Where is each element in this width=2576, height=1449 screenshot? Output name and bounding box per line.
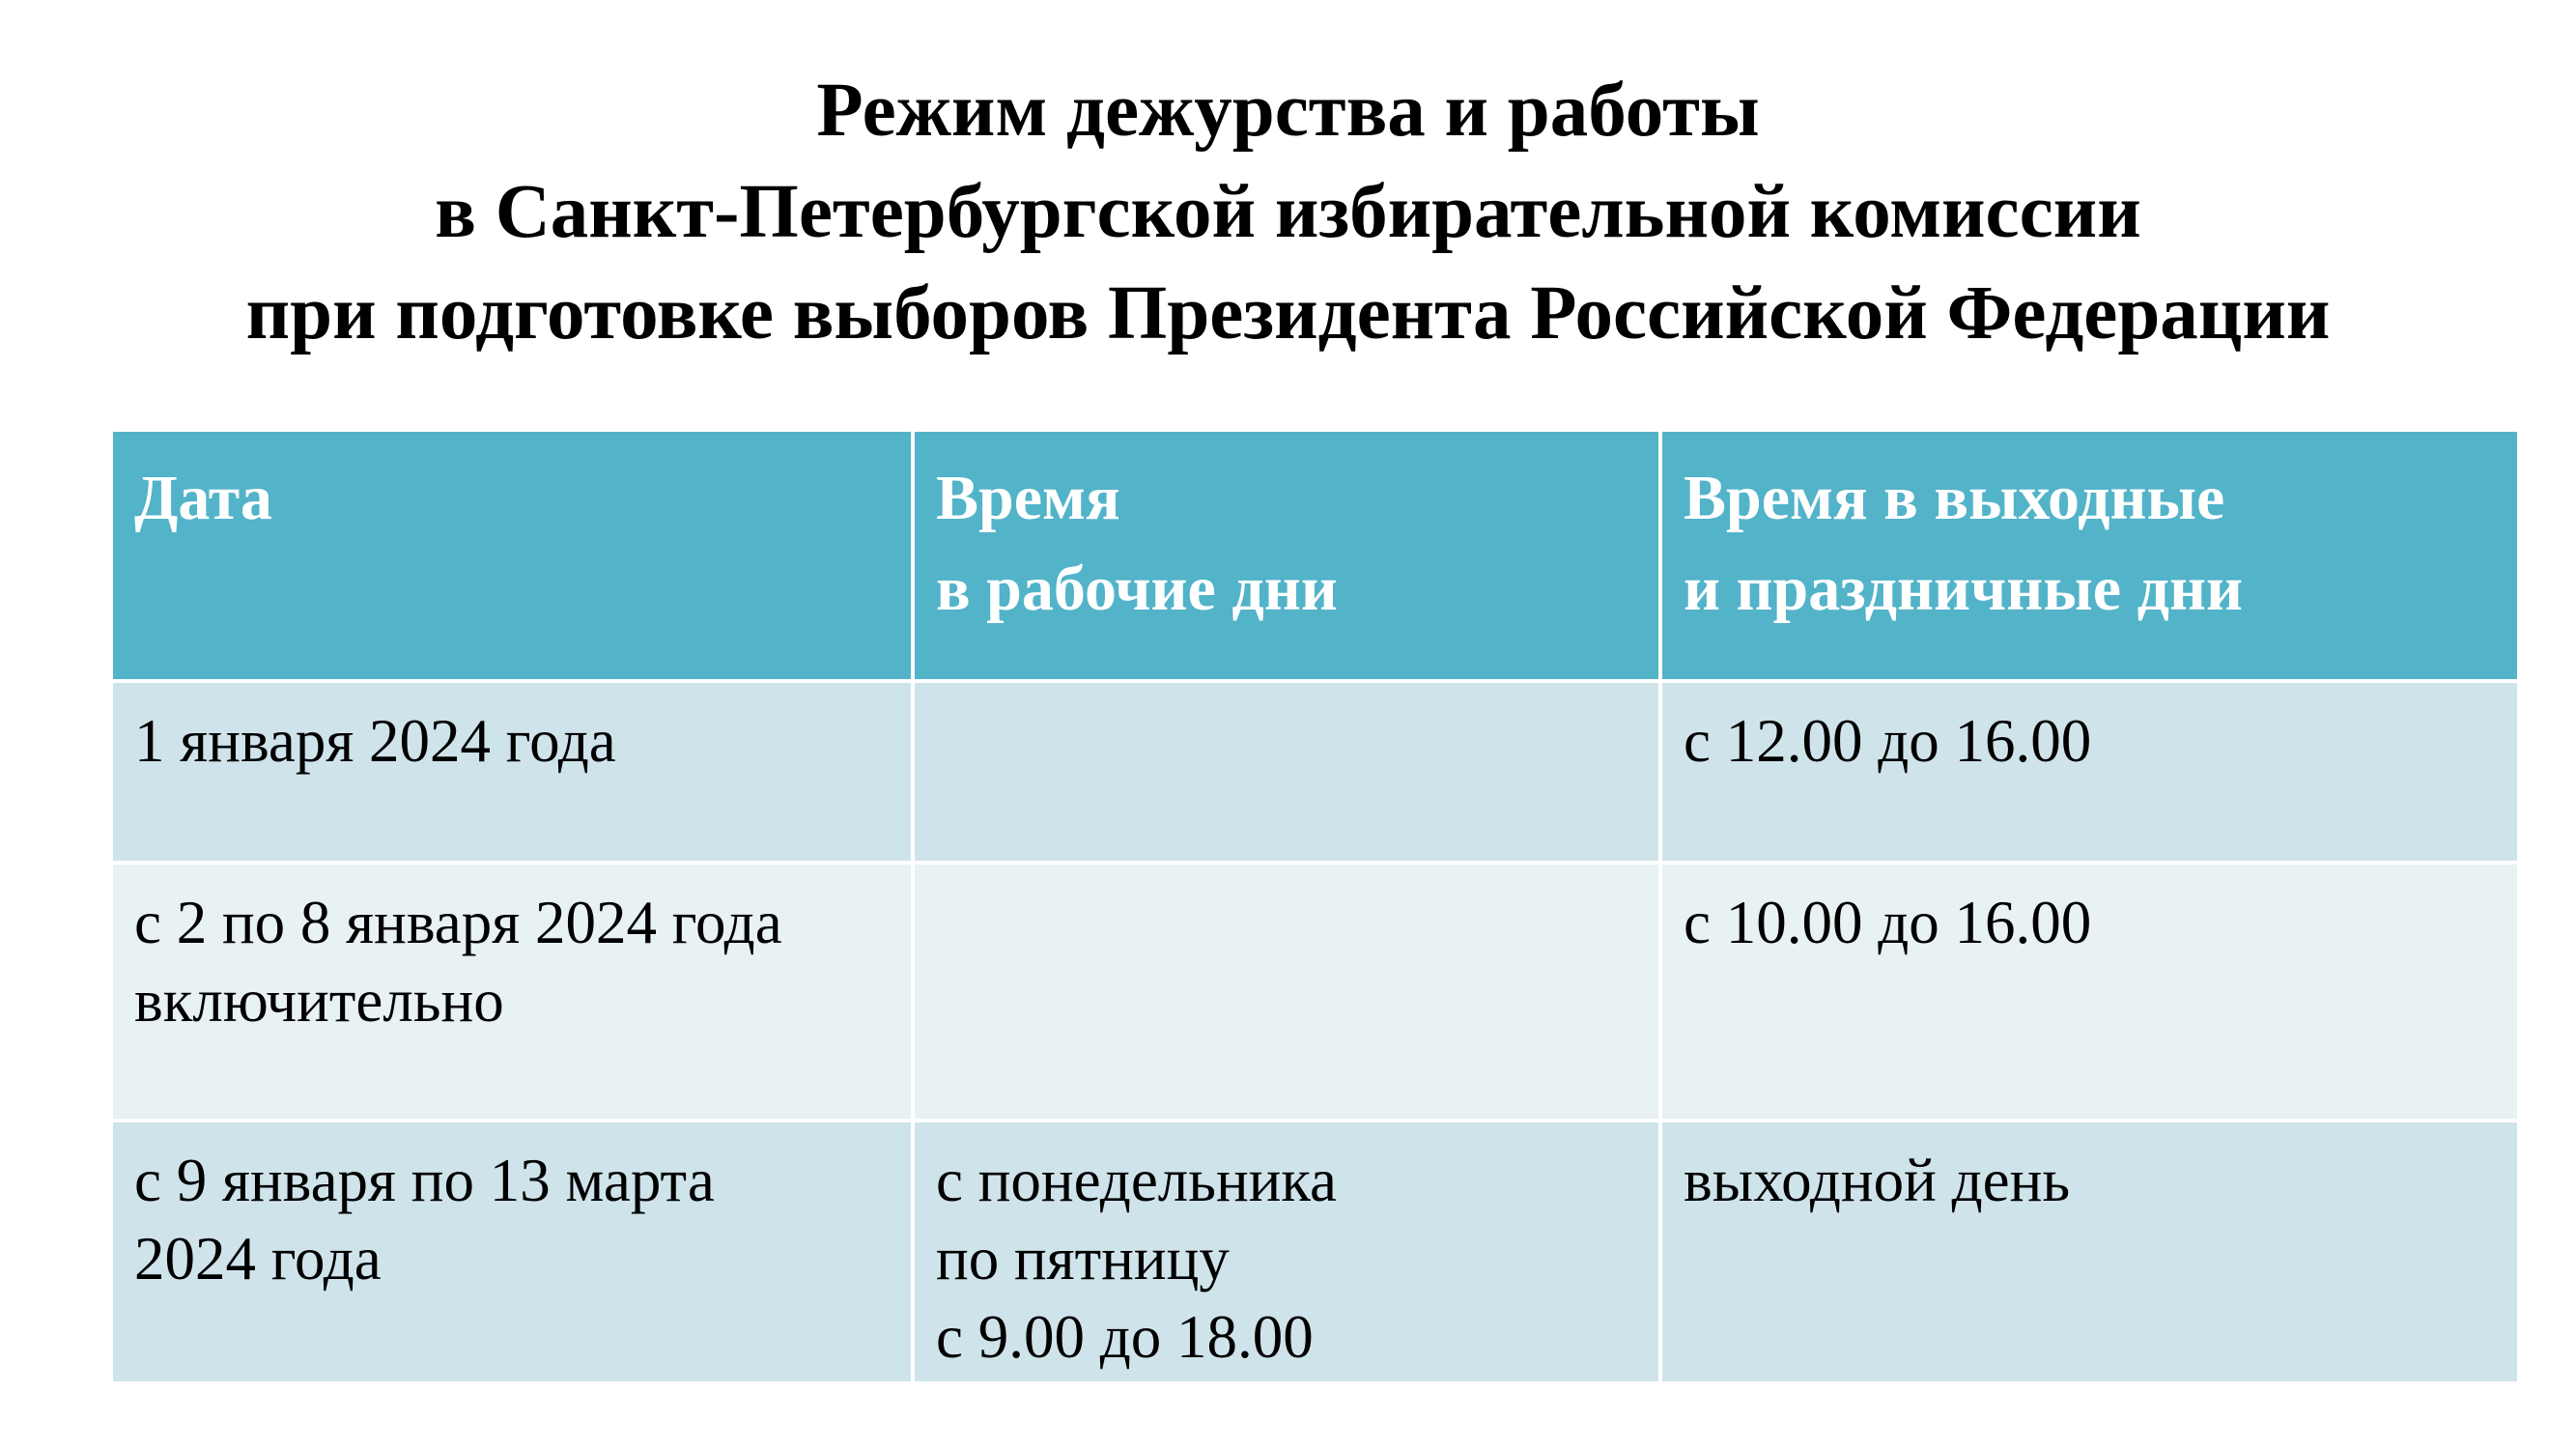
table-row-3-weekends (1662, 1122, 2517, 1381)
row-2-weekends-line-1: с 10.00 до 16.00 (1684, 889, 2092, 956)
table-row-2-date (113, 865, 911, 1119)
title-line-3: при подготовке выборов Президента Российской Федерации (245, 271, 2331, 355)
table-row-3-workdays (915, 1122, 1658, 1381)
table-row-1-workdays (915, 683, 1658, 861)
header-cell-weekends (1662, 432, 2517, 679)
header-weekends-line-1: Время в выходные (1684, 463, 2225, 533)
header-cell-date (113, 432, 911, 679)
header-date-label: Дата (134, 463, 272, 533)
row-1-weekends-line-1: с 12.00 до 16.00 (1684, 707, 2092, 775)
row-3-weekends-line-1: выходной день (1684, 1147, 2071, 1214)
row-3-workdays-line-1: с понедельника (936, 1147, 1338, 1214)
title-line-1: Режим дежурства и работы (816, 69, 1760, 153)
header-workdays-line-2: в рабочие дни (936, 554, 1338, 624)
table-row-3-date (113, 1122, 911, 1381)
page-title (0, 60, 2576, 364)
row-2-date-line-1: с 2 по 8 января 2024 года (134, 889, 782, 956)
table-row-2-workdays (915, 865, 1658, 1119)
table-row-1-date (113, 683, 911, 861)
table-row-2-weekends (1662, 865, 2517, 1119)
header-workdays-line-1: Время (936, 463, 1120, 533)
table-row-1-weekends (1662, 683, 2517, 861)
row-1-date-line-1: 1 января 2024 года (134, 707, 616, 775)
row-3-workdays-line-3: с 9.00 до 18.00 (936, 1303, 1314, 1371)
row-3-date-line-2: 2024 года (134, 1225, 382, 1293)
header-weekends-line-2: и праздничные дни (1684, 554, 2244, 624)
header-cell-workdays (915, 432, 1658, 679)
row-3-workdays-line-2: по пятницу (936, 1225, 1230, 1293)
row-2-date-line-2: включительно (134, 967, 504, 1035)
schedule-table (113, 432, 2517, 1381)
title-line-2: в Санкт-Петербургской избирательной комиссии (435, 170, 2141, 254)
row-3-date-line-1: с 9 января по 13 марта (134, 1147, 715, 1214)
